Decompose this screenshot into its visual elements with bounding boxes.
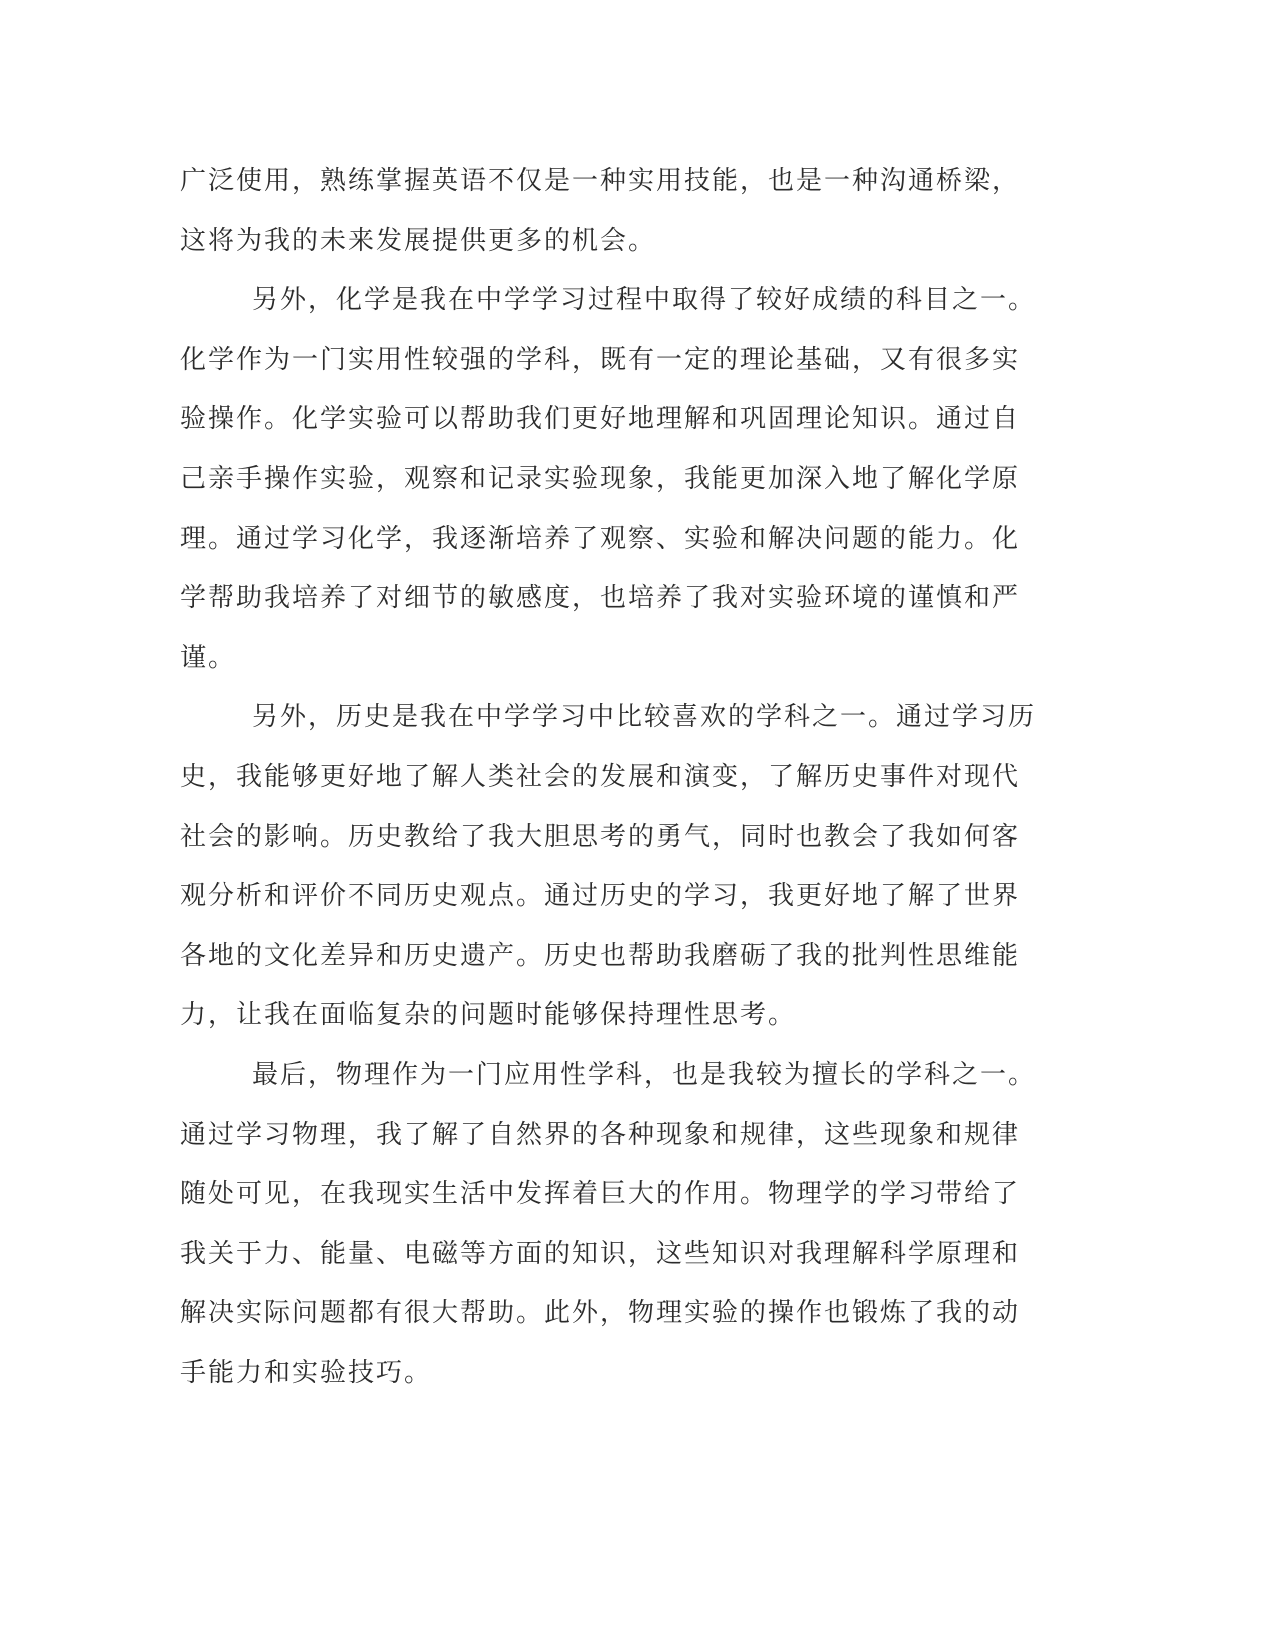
text-line: 解决实际问题都有很大帮助。此外，物理实验的操作也锻炼了我的动 — [180, 1298, 1021, 1329]
text-line: 手能力和实验技巧。 — [180, 1357, 433, 1388]
text-line: 我关于力、能量、电磁等方面的知识，这些知识对我理解科学原理和 — [180, 1238, 1021, 1269]
text-line: 随处可见，在我现实生活中发挥着巨大的作用。物理学的学习带给了 — [180, 1179, 1021, 1210]
text-line: 观分析和评价不同历史观点。通过历史的学习，我更好地了解了世界 — [180, 881, 1021, 912]
text-line: 这将为我的未来发展提供更多的机会。 — [180, 225, 657, 256]
text-line: 广泛使用，熟练掌握英语不仅是一种实用技能，也是一种沟通桥梁， — [180, 166, 1021, 196]
text-line: 学帮助我培养了对细节的敏感度，也培养了我对实验环境的谨慎和严 — [180, 583, 1021, 614]
text-line: 各地的文化差异和历史遗产。历史也帮助我磨砺了我的批判性思维能 — [180, 940, 1021, 971]
text-line: 谨。 — [180, 642, 237, 673]
text-line: 通过学习物理，我了解了自然界的各种现象和规律，这些现象和规律 — [180, 1119, 1021, 1150]
text-line: 史，我能够更好地了解人类社会的发展和演变，了解历史事件对现代 — [180, 761, 1021, 792]
paragraph-first-line: 最后，物理作为一门应用性学科，也是我较为擅长的学科之一。 — [252, 1059, 1037, 1090]
text-line: 己亲手操作实验，观察和记录实验现象，我能更加深入地了解化学原 — [180, 463, 1021, 494]
text-line: 社会的影响。历史教给了我大胆思考的勇气，同时也教会了我如何客 — [180, 821, 1021, 852]
text-line: 理。通过学习化学，我逐渐培养了观察、实验和解决问题的能力。化 — [180, 523, 1021, 554]
text-line: 化学作为一门实用性较强的学科，既有一定的理论基础，又有很多实 — [180, 344, 1021, 375]
paragraph-first-line: 另外，历史是我在中学学习中比较喜欢的学科之一。通过学习历 — [252, 702, 1037, 733]
text-line: 力，让我在面临复杂的问题时能够保持理性思考。 — [180, 1000, 797, 1031]
document-body — [180, 152, 1040, 1403]
text-line: 验操作。化学实验可以帮助我们更好地理解和巩固理论知识。通过自 — [180, 404, 1021, 435]
paragraph-first-line: 另外，化学是我在中学学习过程中取得了较好成绩的科目之一。 — [252, 285, 1037, 316]
